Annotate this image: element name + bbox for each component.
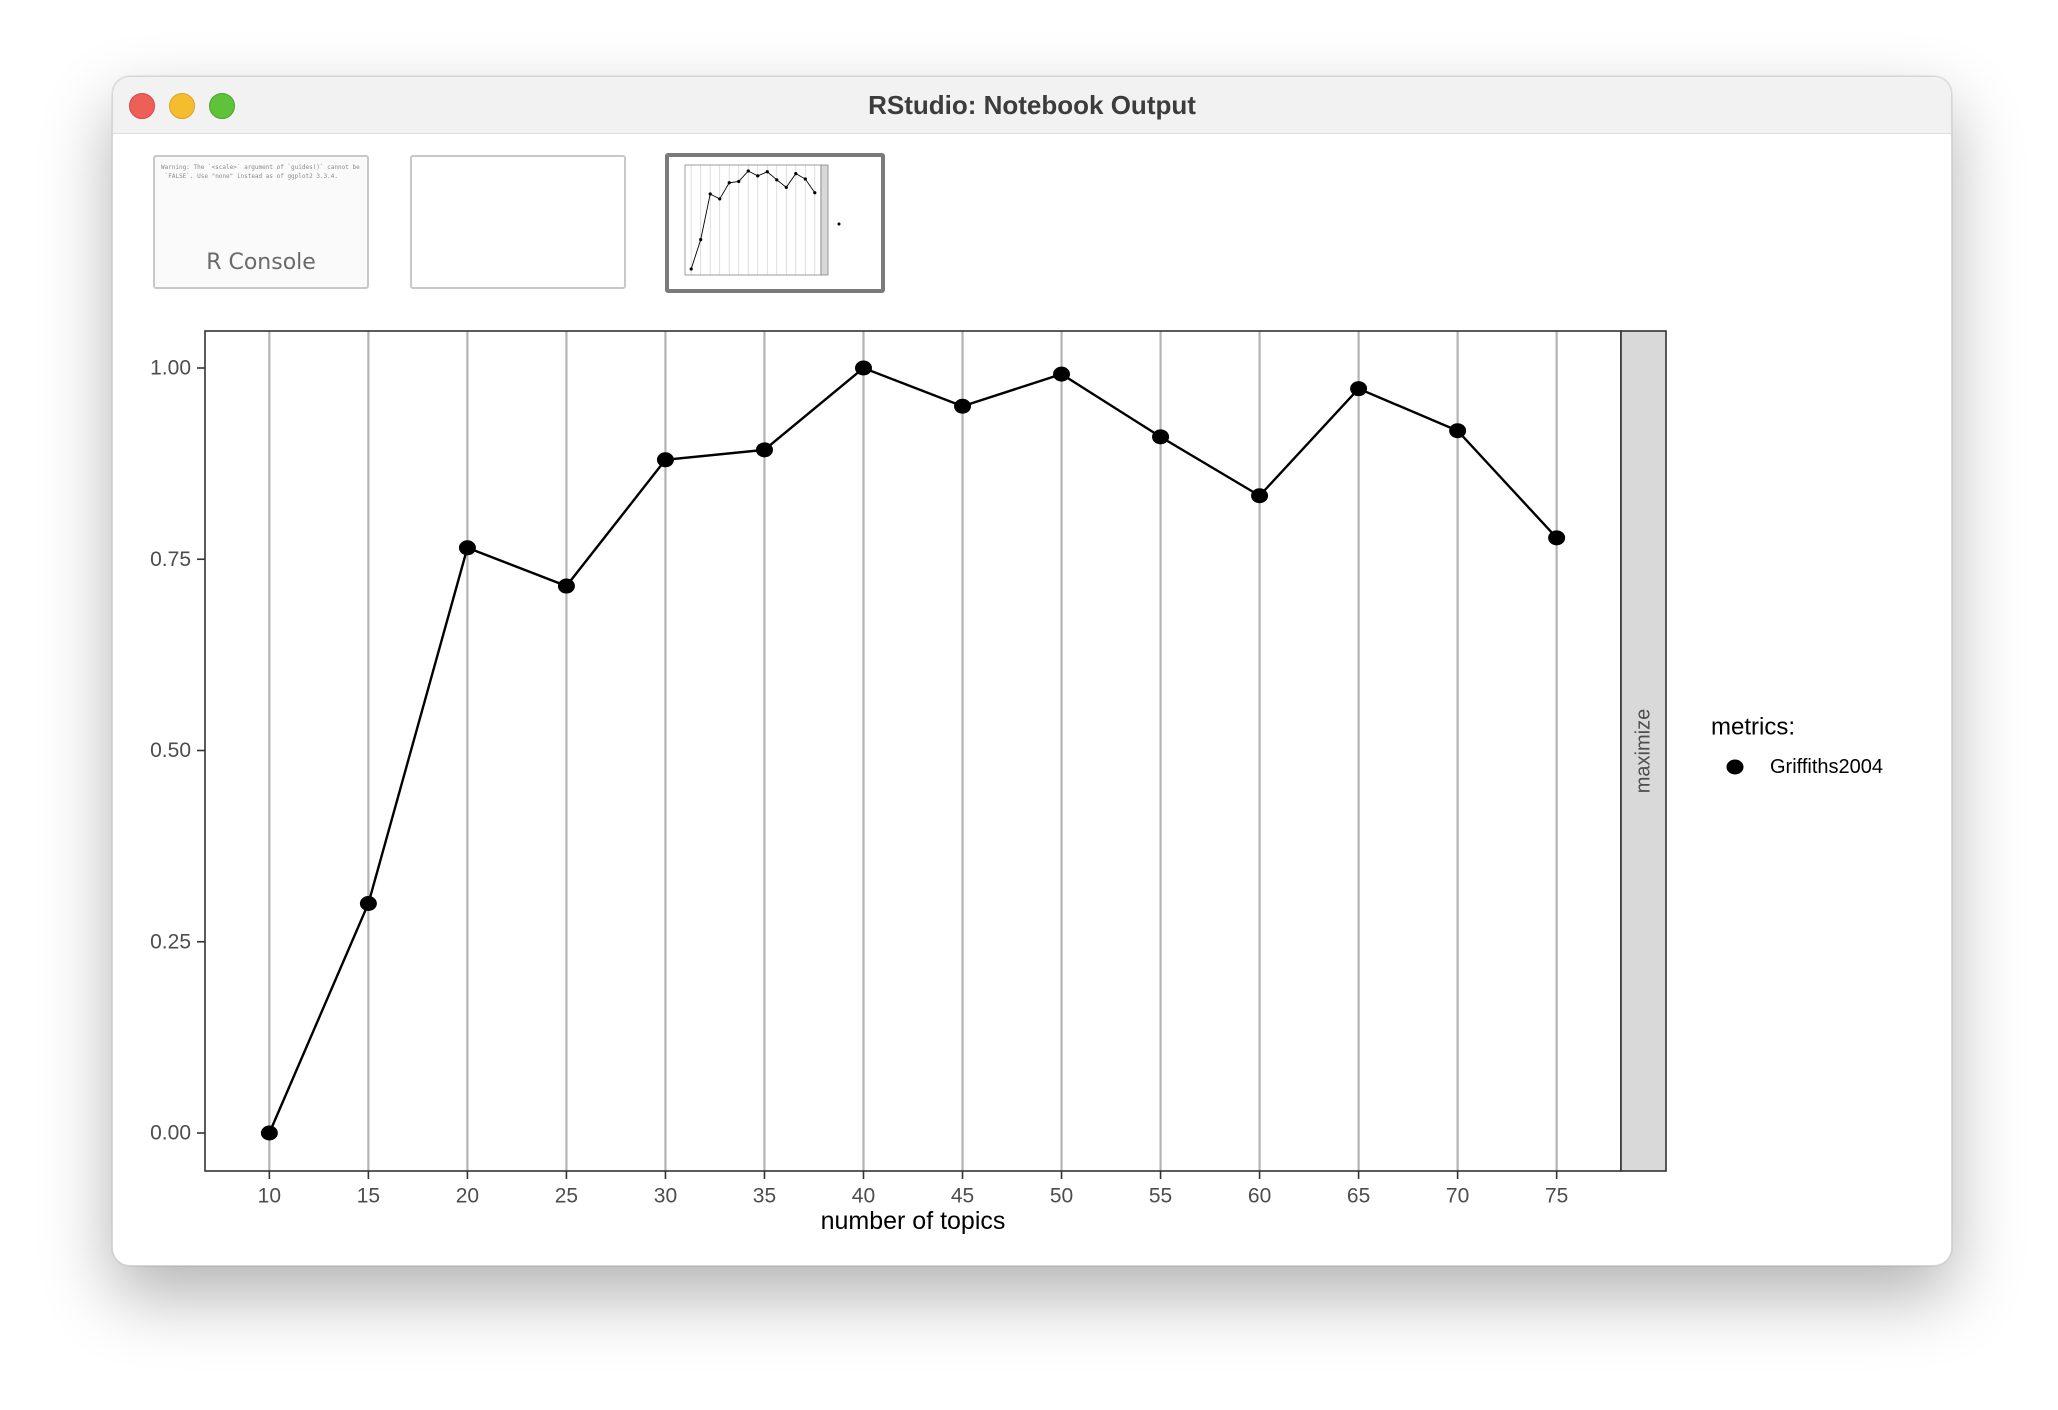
y-tick-label: 0.75 (150, 547, 191, 571)
x-tick-label: 60 (1247, 1184, 1272, 1208)
y-tick-label: 1.00 (150, 356, 191, 380)
x-tick-label: 35 (752, 1184, 777, 1208)
line-chart (113, 77, 1951, 1265)
x-tick-label: 65 (1346, 1184, 1371, 1208)
x-tick-label: 25 (554, 1184, 579, 1208)
legend-label: Griffiths2004 (1770, 756, 1884, 778)
data-point (261, 1126, 278, 1141)
x-tick-label: 40 (851, 1184, 876, 1208)
x-tick-label: 15 (356, 1184, 381, 1208)
data-point (756, 442, 773, 457)
data-point (1350, 381, 1367, 396)
data-point (1449, 423, 1466, 438)
thumbnail-label: R Console (206, 250, 316, 275)
facet-strip-label: maximize (1632, 708, 1655, 794)
x-tick-label: 50 (1049, 1184, 1074, 1208)
legend-title: metrics: (1711, 713, 1795, 741)
data-point (1053, 367, 1070, 382)
data-point (1251, 488, 1268, 503)
y-tick-label: 0.50 (150, 739, 191, 762)
data-point (360, 896, 377, 911)
x-tick-label: 20 (455, 1184, 480, 1208)
data-point (954, 399, 971, 414)
data-point (1548, 530, 1565, 545)
data-point (855, 361, 872, 376)
plot-panel (205, 331, 1621, 1171)
data-point (558, 579, 575, 594)
thumbnail-warning-text: Warning: The `<scale>` argument of `guides()` cannot be `FALSE`. Use "none" instead as of ggplot2 3.3.4. (161, 164, 360, 180)
x-tick-label: 10 (257, 1184, 282, 1208)
data-point (657, 452, 674, 467)
y-tick-label: 0.00 (150, 1121, 191, 1145)
x-tick-label: 75 (1544, 1184, 1569, 1208)
legend-key (1727, 760, 1744, 775)
data-point (459, 540, 476, 555)
x-tick-label: 70 (1445, 1184, 1470, 1208)
x-tick-label: 55 (1148, 1184, 1173, 1208)
x-tick-label: 45 (950, 1184, 975, 1208)
window-title: RStudio: Notebook Output (868, 90, 1196, 120)
x-tick-label: 30 (653, 1184, 678, 1208)
x-axis-label: number of topics (820, 1207, 1006, 1235)
data-point (1152, 429, 1169, 444)
y-tick-label: 0.25 (150, 930, 191, 954)
notebook-output-window (112, 76, 1952, 1266)
